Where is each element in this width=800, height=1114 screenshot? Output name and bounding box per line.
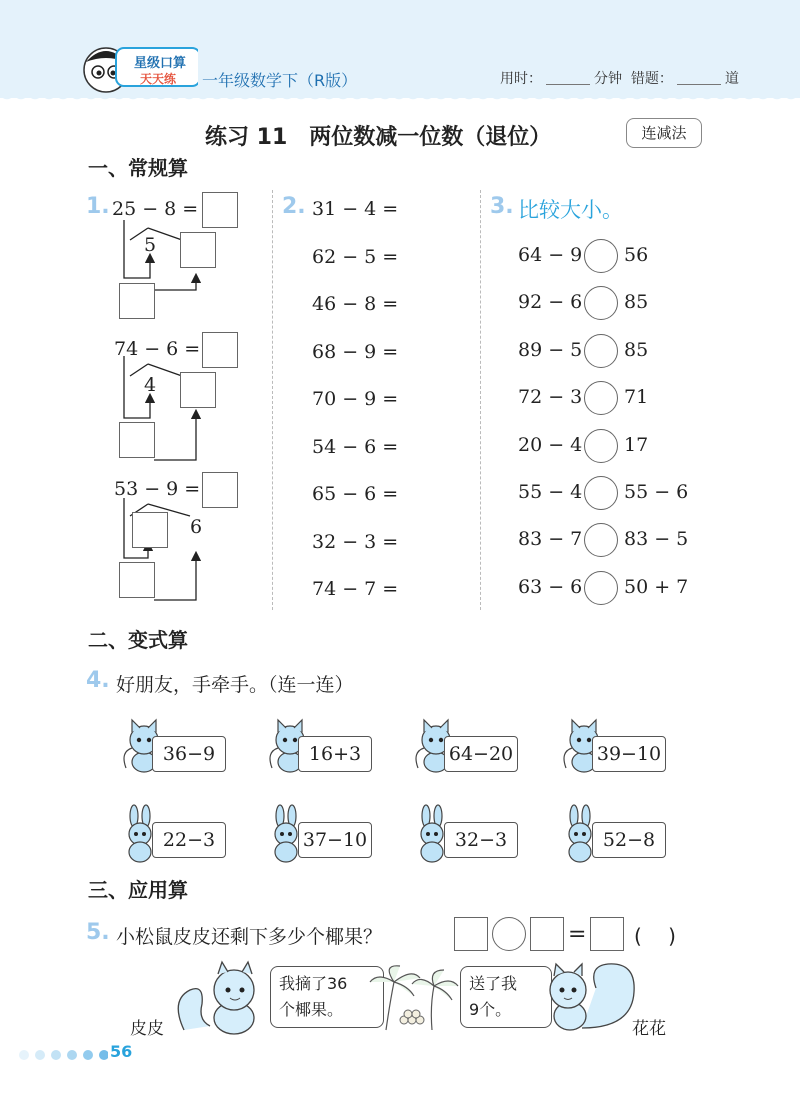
q3-left-expr: 89 − 5 [518,338,583,361]
q3-left-expr: 72 − 3 [518,386,583,409]
q4-number: 4. [86,668,110,693]
q2-expression: 31 − 4 = [312,198,399,220]
huahua-name: 花花 [632,1019,666,1039]
q3-compare-circle[interactable] [584,381,618,415]
q1-answer-box-2[interactable] [202,332,238,368]
q3-right-expr: 50 + 7 [624,575,689,598]
q2-expression: 65 − 6 = [312,483,399,505]
section-heading-1: 一、常规算 [88,156,188,180]
q3-left-expr: 20 − 4 [518,433,583,456]
q3-left-expr: 83 − 7 [518,528,583,551]
q4-bottom-card[interactable]: 32−3 [444,822,518,858]
section-heading-3: 三、应用算 [88,878,188,902]
q3-left-expr: 92 − 6 [518,291,583,314]
errors-label: 错题： [630,71,673,87]
q2-expression: 62 − 5 = [312,245,399,268]
q3-instruction: 比较大小。 [518,198,623,222]
q3-right-expr: 85 [624,338,649,361]
q3-left-expr: 63 − 6 [518,575,583,598]
q3-right-expr: 56 [624,244,649,266]
q1-number: 1. [86,194,110,219]
q4-top-card[interactable]: 36−9 [152,736,226,772]
q4-bottom-card[interactable]: 37−10 [298,822,372,858]
q2-expression: 68 − 9 = [312,340,399,363]
logo-text-2: 天天练 [140,72,177,86]
q3-right-expr: 71 [624,386,649,409]
page-title: 练习 11 两位数减一位数（退位） [205,125,552,150]
q1-answer-box-1[interactable] [202,192,238,228]
footer-decoration-dots [18,1048,108,1062]
column-divider-1 [272,190,273,610]
q1-step-box-2a[interactable] [119,422,155,458]
huahua-speech-line2: 9个。 [469,1000,512,1019]
q5-equals: = [568,922,587,947]
q4-bottom-card[interactable]: 22−3 [152,822,226,858]
q2-expression: 54 − 6 = [312,435,399,458]
q5-unit-paren[interactable]: ( ) [634,924,676,948]
q1-hint-1: 5 [144,234,157,256]
q1-arrow-diagrams [100,180,240,620]
q1-step-box-1a[interactable] [119,283,155,319]
coconut-trees-illustration [368,962,460,1032]
q2-expression: 70 − 9 = [312,388,399,410]
time-blank[interactable] [546,70,590,85]
q3-left-expr: 64 − 9 [518,244,583,266]
q1-step-box-3b[interactable] [119,562,155,598]
q3-right-expr: 55 − 6 [624,481,689,503]
q1-expr-3: 53 − 9 = [114,478,201,500]
q3-compare-circle[interactable] [584,523,618,557]
q1-step-box-3a[interactable] [132,512,168,548]
q3-left-expr: 55 − 4 [518,481,583,503]
q5-answer-box[interactable] [590,917,624,951]
q3-right-expr: 17 [624,433,649,456]
pipi-speech-line2: 个椰果。 [279,1000,344,1019]
q3-compare-circle[interactable] [584,476,618,510]
q1-hint-3: 6 [190,516,203,538]
q5-box-2[interactable] [530,917,564,951]
q5-box-1[interactable] [454,917,488,951]
count-label: 道 [724,71,739,87]
q4-top-card[interactable]: 39−10 [592,736,666,772]
q1-answer-box-3[interactable] [202,472,238,508]
pipi-name: 皮皮 [130,1019,164,1039]
q2-number: 2. [282,194,306,219]
q5-question: 小松鼠皮皮还剩下多少个椰果？ [116,926,383,948]
huahua-speech-line1: 送了我 [469,974,518,993]
q1-step-box-1b[interactable] [180,232,216,268]
q3-compare-circle[interactable] [584,334,618,368]
q5-operator-circle[interactable] [492,917,526,951]
book-title: 一年级数学下（R版） [202,71,358,90]
squirrel-huahua-illustration [542,958,638,1036]
q5-number: 5. [86,920,110,945]
squirrel-pipi-illustration [170,960,270,1036]
q3-right-expr: 83 − 5 [624,528,689,551]
q4-top-card[interactable]: 64−20 [444,736,518,772]
pipi-speech-bubble [270,966,384,1028]
minute-label: 分钟 [594,71,622,87]
huahua-speech-bubble [460,966,552,1028]
logo-text-1: 星级口算 [134,56,187,71]
q2-expression: 46 − 8 = [312,293,399,315]
pipi-speech-line1: 我摘了36 [279,974,348,993]
q1-step-box-2b[interactable] [180,372,216,408]
q3-compare-circle[interactable] [584,571,618,605]
q3-number: 3. [490,194,514,219]
q2-expression: 74 − 7 = [312,578,399,600]
time-label: 用时： [500,71,542,87]
errors-blank[interactable] [677,70,721,85]
q4-instruction: 好朋友，手牵手。（连一连） [116,674,354,696]
book-logo [78,40,198,96]
q1-hint-2: 4 [144,374,157,396]
q1-expr-1: 25 − 8 = [112,198,199,220]
page-number: 56 [110,1042,133,1061]
q4-top-card[interactable]: 16+3 [298,736,372,772]
q3-right-expr: 85 [624,291,649,314]
time-errors-meta [500,68,739,88]
q4-bottom-card[interactable]: 52−8 [592,822,666,858]
q3-compare-circle[interactable] [584,239,618,273]
q3-compare-circle[interactable] [584,286,618,320]
section-heading-2: 二、变式算 [88,628,188,652]
column-divider-2 [480,190,481,610]
q3-compare-circle[interactable] [584,429,618,463]
q1-expr-2: 74 − 6 = [114,338,201,360]
q2-expression: 32 − 3 = [312,530,399,553]
topic-tag: 连减法 [626,118,702,148]
